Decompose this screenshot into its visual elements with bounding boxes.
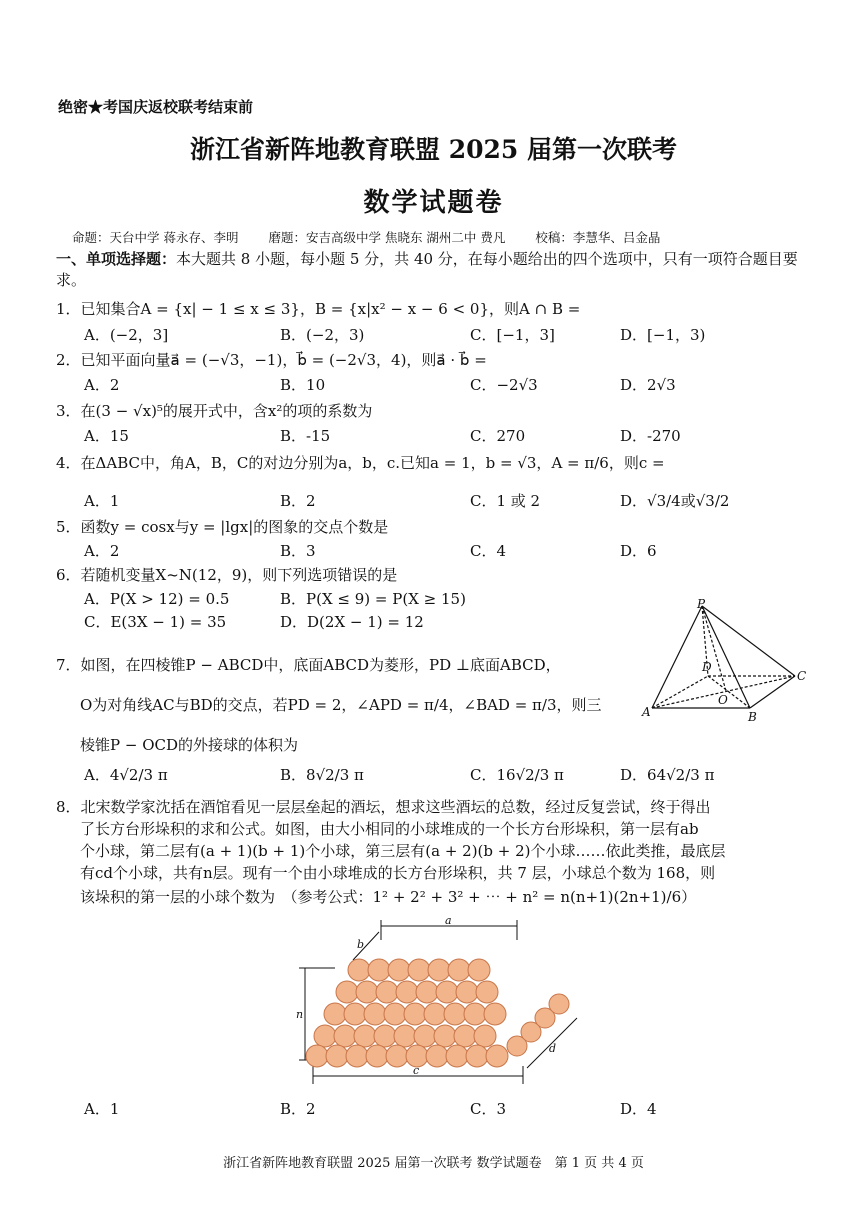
ball	[448, 959, 470, 981]
q3-option-c: C．270	[470, 427, 526, 445]
question-4	[56, 452, 665, 473]
ball	[426, 1045, 448, 1067]
ball	[436, 981, 458, 1003]
ball	[408, 959, 430, 981]
question-stem: 已知平面向量a⃗ = (−√3，−1)，b⃗ = (−2√3，4)，则a⃗ · b⃗ =	[80, 351, 487, 369]
question-number: 5．	[56, 518, 81, 536]
q6-option-a: A．P(X > 12) = 0.5	[84, 590, 230, 608]
label-d: D	[702, 660, 712, 674]
q2-option-c: C．−2√3	[470, 376, 538, 394]
question-number: 8．	[56, 798, 81, 816]
ball	[474, 1025, 496, 1047]
edge-pc	[702, 606, 795, 676]
ball	[464, 1003, 486, 1025]
question-number: 6．	[56, 566, 81, 584]
label-c: c	[413, 1064, 420, 1077]
q5-option-b: B．3	[280, 542, 316, 560]
label-d: d	[549, 1042, 557, 1055]
page-footer: 浙江省新阵地教育联盟 2025 届第一次联考 数学试题卷 第 1 页 共 4 页	[223, 1156, 644, 1171]
q6-option-c: C．E(3X − 1) = 35	[84, 613, 227, 631]
q7-option-a: A．4√2/3 π	[84, 766, 168, 784]
section-text: 本大题共 8 小题，每小题 5 分，共 40 分，在每小题给出的四个选项中，只有一项符合题目要求。	[56, 250, 798, 289]
pyramid-figure	[640, 598, 815, 723]
ball	[344, 1003, 366, 1025]
ball	[314, 1025, 336, 1047]
q5-option-d: D．6	[620, 542, 657, 560]
q3-option-a: A．15	[84, 427, 129, 445]
q2-option-b: B．10	[280, 376, 326, 394]
q7-option-d: D．64√2/3 π	[620, 766, 715, 784]
question-number: 2．	[56, 351, 81, 369]
q7-option-b: B．8√2/3 π	[280, 766, 364, 784]
ball	[324, 1003, 346, 1025]
question-number: 7．	[56, 656, 81, 674]
ball	[368, 959, 390, 981]
ball	[446, 1045, 468, 1067]
ball	[434, 1025, 456, 1047]
credit-author: 命题：天台中学 蒋永存、李明	[72, 230, 239, 245]
q1-option-b: B．(−2，3)	[280, 326, 365, 344]
question-number: 4．	[56, 454, 81, 472]
ball	[384, 1003, 406, 1025]
q7-option-c: C．16√2/3 π	[470, 766, 564, 784]
credit-reviewer: 磨题：安吉高级中学 焦晓东 湖州二中 费凡	[268, 230, 506, 245]
q6-option-d: D．D(2X − 1) = 12	[280, 613, 424, 631]
question-2	[56, 349, 487, 370]
ball	[394, 1025, 416, 1047]
ball	[396, 981, 418, 1003]
question-7-line-3: 棱锥P − OCD的外接球的体积为	[80, 736, 298, 754]
label-c: C	[797, 669, 807, 683]
question-number: 3．	[56, 402, 81, 420]
q4-option-b: B．2	[280, 492, 316, 510]
question-8-line-5: 该垛积的第一层的小球个数为 （参考公式：1² + 2² + 3² + ⋯ + n² = n(n+1)(2n+1)/6）	[80, 888, 697, 906]
q3-option-b: B．-15	[280, 427, 331, 445]
question-stem-line-1: 北宋数学家沈括在酒馆看见一层层垒起的酒坛，想求这些酒坛的总数，经过反复尝试，终于得出	[80, 798, 711, 816]
section-instructions	[56, 249, 816, 291]
ball	[354, 1025, 376, 1047]
question-7	[56, 654, 561, 675]
q3-option-d: D．-270	[620, 427, 681, 445]
q8-option-b: B．2	[280, 1100, 316, 1118]
label-b: B	[748, 710, 757, 723]
label-a: a	[445, 918, 452, 927]
label-o: O	[718, 693, 728, 707]
edge-pa	[652, 606, 702, 708]
q2-option-a: A．2	[84, 376, 120, 394]
ball	[484, 1003, 506, 1025]
ball	[468, 959, 490, 981]
question-8	[56, 796, 711, 817]
ball	[326, 1045, 348, 1067]
edge-bc	[750, 676, 795, 708]
q8-option-c: C．3	[470, 1100, 507, 1118]
label-a: A	[642, 705, 651, 719]
q1-option-a: A．(−2，3]	[84, 326, 169, 344]
ball	[336, 981, 358, 1003]
label-n: n	[296, 1008, 304, 1021]
ball	[386, 1045, 408, 1067]
ball	[334, 1025, 356, 1047]
question-stem: 已知集合A = {x| − 1 ≤ x ≤ 3}，B = {x|x² − x − 6 < 0}，则A ∩ B =	[80, 300, 581, 318]
ball	[466, 1045, 488, 1067]
ball	[424, 1003, 446, 1025]
q1-option-c: C．[−1，3]	[470, 326, 555, 344]
label-p: P	[697, 598, 706, 611]
section-heading: 一、单项选择题：	[56, 250, 177, 268]
question-8-line-2: 了长方台形垛积的求和公式。如图，由大小相同的小球堆成的一个长方台形垛积，第一层有ab	[80, 820, 699, 838]
exam-subtitle: 数学试题卷	[363, 188, 504, 218]
ball	[388, 959, 410, 981]
question-stem-line-1: 如图，在四棱锥P − ABCD中，底面ABCD为菱形，PD ⊥底面ABCD，	[80, 656, 561, 674]
ball	[428, 959, 450, 981]
ball-stack-figure	[295, 918, 585, 1088]
question-stem: 若随机变量X~N(12，9)，则下列选项错误的是	[80, 566, 398, 584]
ball	[476, 981, 498, 1003]
ball	[444, 1003, 466, 1025]
exam-title: 浙江省新阵地教育联盟 2025 届第一次联考	[190, 135, 677, 164]
q8-option-a: A．1	[84, 1100, 120, 1118]
diagonal-bd	[708, 676, 750, 708]
q5-option-a: A．2	[84, 542, 120, 560]
q1-option-d: D．[−1，3)	[620, 326, 706, 344]
confidential-label: 绝密★考国庆返校联考结束前	[58, 98, 254, 116]
ball	[366, 1045, 388, 1067]
q8-option-d: D．4	[620, 1100, 657, 1118]
ball	[404, 1003, 426, 1025]
credit-proofreader: 校稿：李慧华、吕金晶	[535, 230, 661, 245]
ball	[306, 1045, 328, 1067]
question-stem: 在(3 − √x)⁵的展开式中，含x²的项的系数为	[80, 402, 373, 420]
ball	[486, 1045, 508, 1067]
ball	[416, 981, 438, 1003]
question-3	[56, 400, 372, 421]
question-stem: 在ΔABC中，角A，B，C的对边分别为a，b，c.已知a = 1，b = √3，A = π/6，则c =	[80, 454, 665, 472]
q4-option-a: A．1	[84, 492, 120, 510]
q4-option-d: D．√3/4或√3/2	[620, 492, 730, 510]
question-8-line-4: 有cd个小球，共有n层。现有一个由小球堆成的长方台形垛积，共 7 层，小球总个数为 168，则	[80, 864, 716, 882]
ball	[414, 1025, 436, 1047]
question-number: 1．	[56, 300, 81, 318]
ball	[549, 994, 569, 1014]
ball	[456, 981, 478, 1003]
ball	[364, 1003, 386, 1025]
q6-option-b: B．P(X ≤ 9) = P(X ≥ 15)	[280, 590, 466, 608]
ball	[454, 1025, 476, 1047]
question-6	[56, 564, 397, 585]
question-5	[56, 516, 388, 537]
q5-option-c: C．4	[470, 542, 507, 560]
ball	[356, 981, 378, 1003]
ball	[346, 1045, 368, 1067]
question-stem: 函数y = cosx与y = |lgx|的图象的交点个数是	[80, 518, 389, 536]
question-1	[56, 298, 580, 319]
ball	[376, 981, 398, 1003]
ball	[348, 959, 370, 981]
question-7-line-2: O为对角线AC与BD的交点，若PD = 2，∠APD = π/4，∠BAD = π/3，则三	[80, 696, 602, 714]
question-8-line-3: 个小球，第二层有(a + 1)(b + 1)个小球，第三层有(a + 2)(b + 2)个小球……依此类推，最底层	[80, 842, 726, 860]
q2-option-d: D．2√3	[620, 376, 676, 394]
label-b: b	[357, 938, 365, 951]
ball	[374, 1025, 396, 1047]
q4-option-c: C．1 或 2	[470, 492, 541, 510]
credits-line	[72, 228, 686, 246]
